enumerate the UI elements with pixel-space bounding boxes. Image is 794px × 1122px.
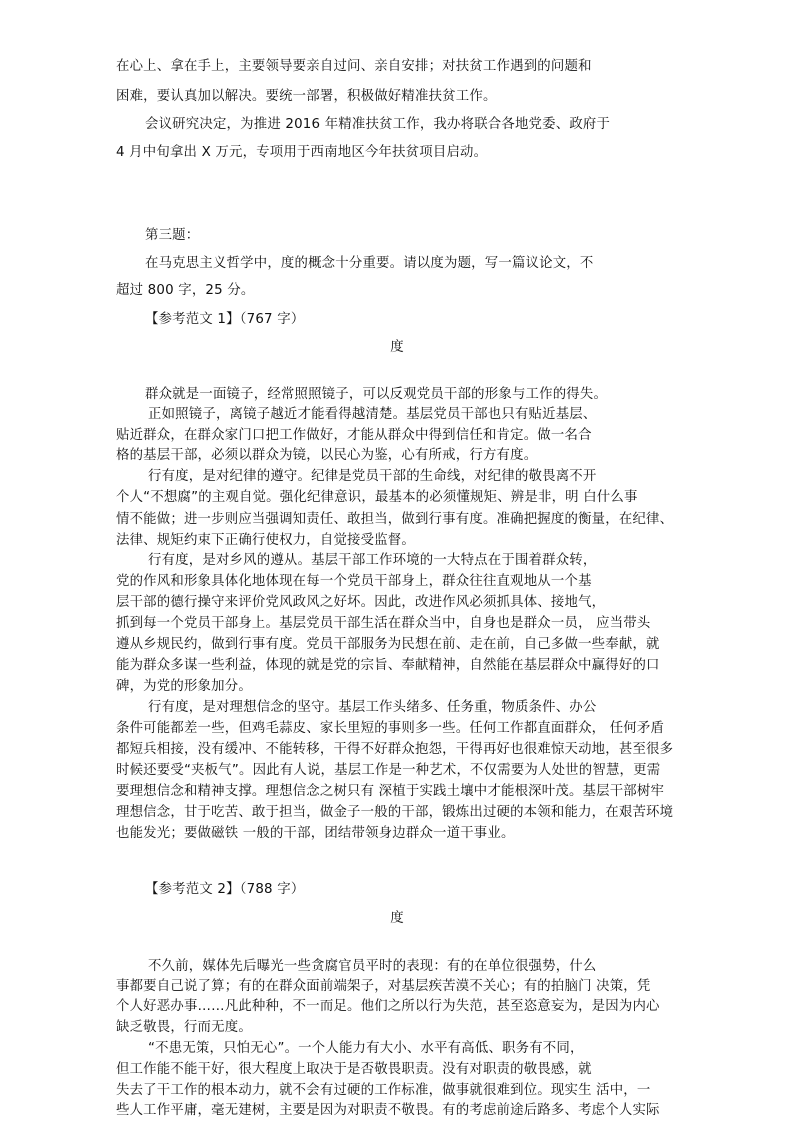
text-line: 能为群众多谋一些利益，体现的就是党的宗旨、奉献精神，自然能在基层群众中赢得好的口 (116, 658, 660, 673)
text-line: 正如照镜子，离镜子越近才能看得越清楚。基层党员干部也只有贴近基层、 (148, 407, 597, 422)
text-line: 个人好恶办事……凡此种种，不一而足。他们之所以行为失范，甚至恣意妄为，是因为内心 (116, 999, 660, 1014)
text-line: 条件可能都差一些，但鸡毛蒜皮、家长里短的事则多一些。任何工作都直面群众， 任何矛盾 (116, 721, 665, 736)
text-line: 抓到每一个党员干部身上。基层党员干部生活在群众当中，自身也是群众一员， 应当带头 (116, 616, 651, 631)
text-line: 在马克思主义哲学中，度的概念十分重要。请以度为题，写一篇议论文，不 (145, 256, 594, 271)
essay-1-title: 度 (390, 340, 404, 355)
text-line: 法律、规矩约束下正确行使权力，自觉接受监督。 (116, 533, 415, 548)
text-line: 也能发光；要做磁铁 一般的干部，团结带领身边群众一道干事业。 (116, 826, 515, 841)
text-line: 4 月中旬拿出 X 万元，专项用于西南地区今年扶贫项目启动。 (116, 145, 488, 160)
text-line: 个人“不想腐”的主观自觉。强化纪律意识，最基本的必须懂规矩、辨是非，明 白什么事 (116, 490, 638, 505)
text-line: 碑，为党的形象加分。 (116, 679, 252, 694)
text-line: 缺乏敬畏，行而无度。 (116, 1020, 252, 1035)
text-line: 但工作能不能干好，很大程度上取决于是否敬畏职责。没有对职责的敬畏感，就 (116, 1062, 592, 1077)
text-line: 贴近群众，在群众家门口把工作做好，才能从群众中得到信任和肯定。做一名合 (116, 428, 592, 443)
text-line: 行有度，是对纪律的遵守。纪律是党员干部的生命线，对纪律的敬畏离不开 (148, 469, 597, 484)
text-line: 失去了干工作的根本动力，就不会有过硬的工作标准，做事就很难到位。现实生 活中，一 (116, 1083, 651, 1098)
essay-2-heading: 【参考范文 2】（788 字） (145, 882, 305, 897)
essay-2-title: 度 (390, 911, 404, 926)
text-line: 理想信念，甘于吃苦、敢于担当，做金子一般的干部，锻炼出过硬的本领和能力，在艰苦环境 (116, 805, 674, 820)
text-line: 在心上、拿在手上，主要领导要亲自过问、亲自安排；对扶贫工作遇到的问题和 (116, 59, 592, 74)
text-line: 事都要自己说了算；有的在群众面前端架子，对基层疾苦漠不关心；有的拍脑门 决策，凭 (116, 979, 651, 994)
text-line: 时候还要受“夹板气”。因此有人说，基层工作是一种艺术，不仅需要为人处世的智慧，更需 (116, 763, 661, 778)
text-line: 都短兵相接，没有缓冲、不能转移，干得不好群众抱怨，干得再好也很难惊天动地，甚至很多 (116, 742, 674, 757)
text-line: 情不能做；进一步则应当强调知责任、敢担当，做到行事有度。准确把握度的衡量，在纪律、 (116, 512, 674, 527)
text-line: 行有度，是对乡风的遵从。基层干部工作环境的一大特点在于围着群众转， (148, 553, 597, 568)
text-line: 格的基层干部，必须以群众为镜，以民心为鉴，心有所戒，行方有度。 (116, 448, 538, 463)
text-line: 会议研究决定，为推进 2016 年精准扶贫工作，我办将联合各地党委、政府于 (145, 117, 611, 132)
text-line: 行有度，是对理想信念的坚守。基层工作头绪多、任务重，物质条件、办公 (148, 700, 597, 715)
text-line: 群众就是一面镜子，经常照照镜子，可以反观党员干部的形象与工作的得失。 (145, 387, 608, 402)
question-heading: 第三题： (145, 228, 200, 243)
text-line: 不久前，媒体先后曝光一些贪腐官员平时的表现：有的在单位很强势，什么 (148, 959, 597, 974)
text-line: 些人工作平庸，毫无建树，主要是因为对职责不敬畏。有的考虑前途后路多、考虑个人实际 (116, 1103, 660, 1118)
text-line: 层干部的德行操守来评价党风政风之好坏。因此，改进作风必须抓具体、接地气， (116, 595, 606, 610)
text-line: 超过 800 字，25 分。 (116, 283, 255, 298)
text-line: 遵从乡规民约，做到行事有度。党员干部服务为民想在前、走在前，自己多做一些奉献，就 (116, 637, 660, 652)
text-line: “不患无策，只怕无心”。一个人能力有大小、水平有高低、职务有不同， (148, 1041, 584, 1056)
text-line: 要理想信念和精神支撑。理想信念之树只有 深植于实践土壤中才能根深叶茂。基层干部树牢 (116, 784, 665, 799)
text-line: 困难，要认真加以解决。要统一部署，积极做好精准扶贫工作。 (116, 89, 497, 104)
essay-1-heading: 【参考范文 1】（767 字） (145, 312, 305, 327)
text-line: 党的作风和形象具体化地体现在每一个党员干部身上，群众往往直观地从一个基 (116, 574, 592, 589)
